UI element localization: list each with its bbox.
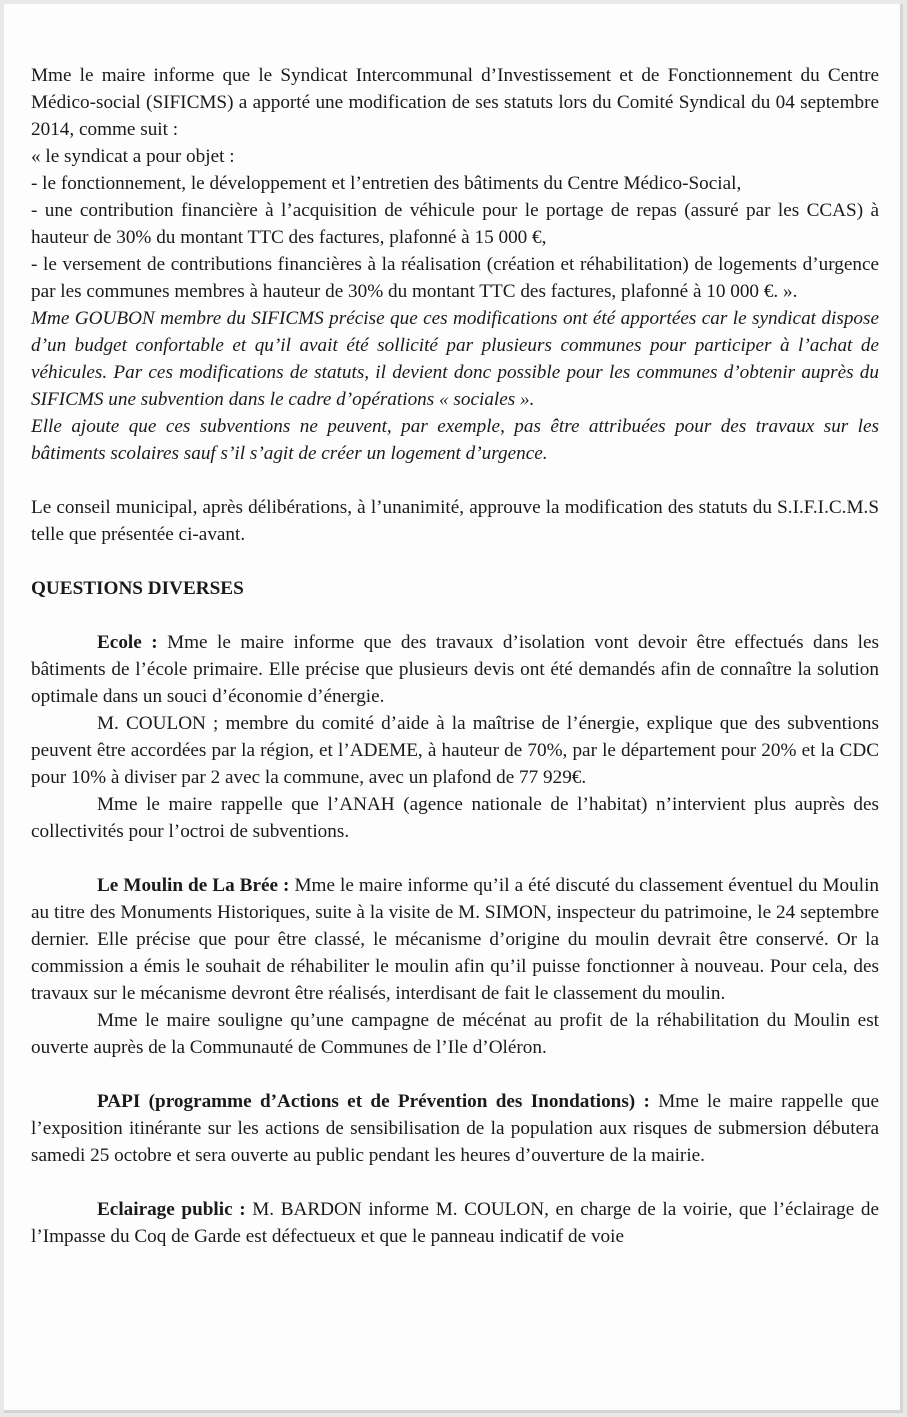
papi-title: PAPI (programme d’Actions et de Prévention des Inondations) : (97, 1091, 650, 1112)
intro-paragraph: Mme le maire informe que le Syndicat Intercommunal d’Investissement et de Fonctionnement du Centre Médico-social (SIFICMS) a apporté une modification de ses statuts lors du Comité Syndical du 04 septembre 2014, comme suit : (31, 65, 879, 140)
quote-line: - le fonctionnement, le développement et l’entretien des bâtiments du Centre Médico-Social, (31, 173, 742, 194)
moulin-paragraph-2: Mme le maire souligne qu’une campagne de mécénat au profit de la réhabilitation du Moulin est ouverte auprès de la Communauté de Communes de l’Ile d’Oléron. (31, 1010, 879, 1058)
italic-paragraph: Mme GOUBON membre du SIFICMS précise que ces modifications ont été apportées car le syndicat dispose d’un budget confortable et qu’il avait été sollicité par plusieurs communes pour participer à l’achat de véhicules. Par ces modifications de statuts, il devient donc possible pour les communes d’obtenir auprès du SIFICMS une subvention dans le cadre d’opérations « sociales ». (31, 308, 879, 410)
scanned-page (4, 4, 903, 1413)
ecole-title: Ecole : (97, 632, 158, 653)
italic-paragraph: Elle ajoute que ces subventions ne peuvent, par exemple, pas être attribuées pour des travaux sur les bâtiments scolaires sauf s’il s’agit de créer un logement d’urgence. (31, 416, 879, 464)
document-body (31, 62, 879, 1250)
papi-paragraph (31, 1088, 879, 1169)
ecole-paragraph-2: M. COULON ; membre du comité d’aide à la maîtrise de l’énergie, explique que des subventions peuvent être accordées par la région, et l’ADEME, à hauteur de 70%, par le département pour 20% et la CDC pour 10% à diviser par 2 avec la commune, avec un plafond de 77 929€. (31, 713, 879, 788)
quote-line: - une contribution financière à l’acquisition de véhicule pour le portage de repas (assuré par les CCAS) à hauteur de 30% du montant TTC des factures, plafonné à 15 000 €, (31, 200, 879, 248)
ecole-paragraph (31, 629, 879, 710)
eclairage-text: M. BARDON informe M. COULON, en charge de la voirie, que l’éclairage de l’Impasse du Coq de Garde est défectueux et que le panneau indicatif de voie (31, 1199, 879, 1247)
eclairage-paragraph (31, 1196, 879, 1250)
quote-line: « le syndicat a pour objet : (31, 146, 235, 167)
moulin-paragraph (31, 872, 879, 1007)
ecole-paragraph-3: Mme le maire rappelle que l’ANAH (agence nationale de l’habitat) n’intervient plus auprès des collectivités pour l’octroi de subventions. (31, 794, 879, 842)
eclairage-title: Eclairage public : (97, 1199, 246, 1220)
moulin-text: Mme le maire informe qu’il a été discuté du classement éventuel du Moulin au titre des Monuments Historiques, suite à la visite de M. SIMON, inspecteur du patrimoine, le 24 septembre dernier. Elle précise que pour être classé, le mécanisme d’origine du moulin devrait être conservé. Or la commission a émis le souhait de réhabiliter le moulin afin qu’il puisse fonctionner à nouveau. Pour cela, des travaux sur le mécanisme devront être réalisés, interdisant de fait le classement du moulin. (31, 875, 879, 1004)
ecole-text: Mme le maire informe que des travaux d’isolation vont devoir être effectués dans les bâtiments de l’école primaire. Elle précise que plusieurs devis ont été demandés afin de connaître la solution optimale dans un souci d’économie d’énergie. (31, 632, 879, 707)
section-heading: QUESTIONS DIVERSES (31, 578, 244, 599)
decision-paragraph: Le conseil municipal, après délibérations, à l’unanimité, approuve la modification des statuts du S.I.F.I.C.M.S telle que présentée ci-avant. (31, 497, 879, 545)
papi-text: Mme le maire rappelle que l’exposition itinérante sur les actions de sensibilisation de la population aux risques de submersion débutera samedi 25 octobre et sera ouverte au public pendant les heures d’ouverture de la mairie. (31, 1091, 879, 1166)
quote-line: - le versement de contributions financières à la réalisation (création et réhabilitation) de logements d’urgence par les communes membres à hauteur de 30% du montant TTC des factures, plafonné à 10 000 €. ». (31, 254, 879, 302)
moulin-title: Le Moulin de La Brée : (97, 875, 290, 896)
